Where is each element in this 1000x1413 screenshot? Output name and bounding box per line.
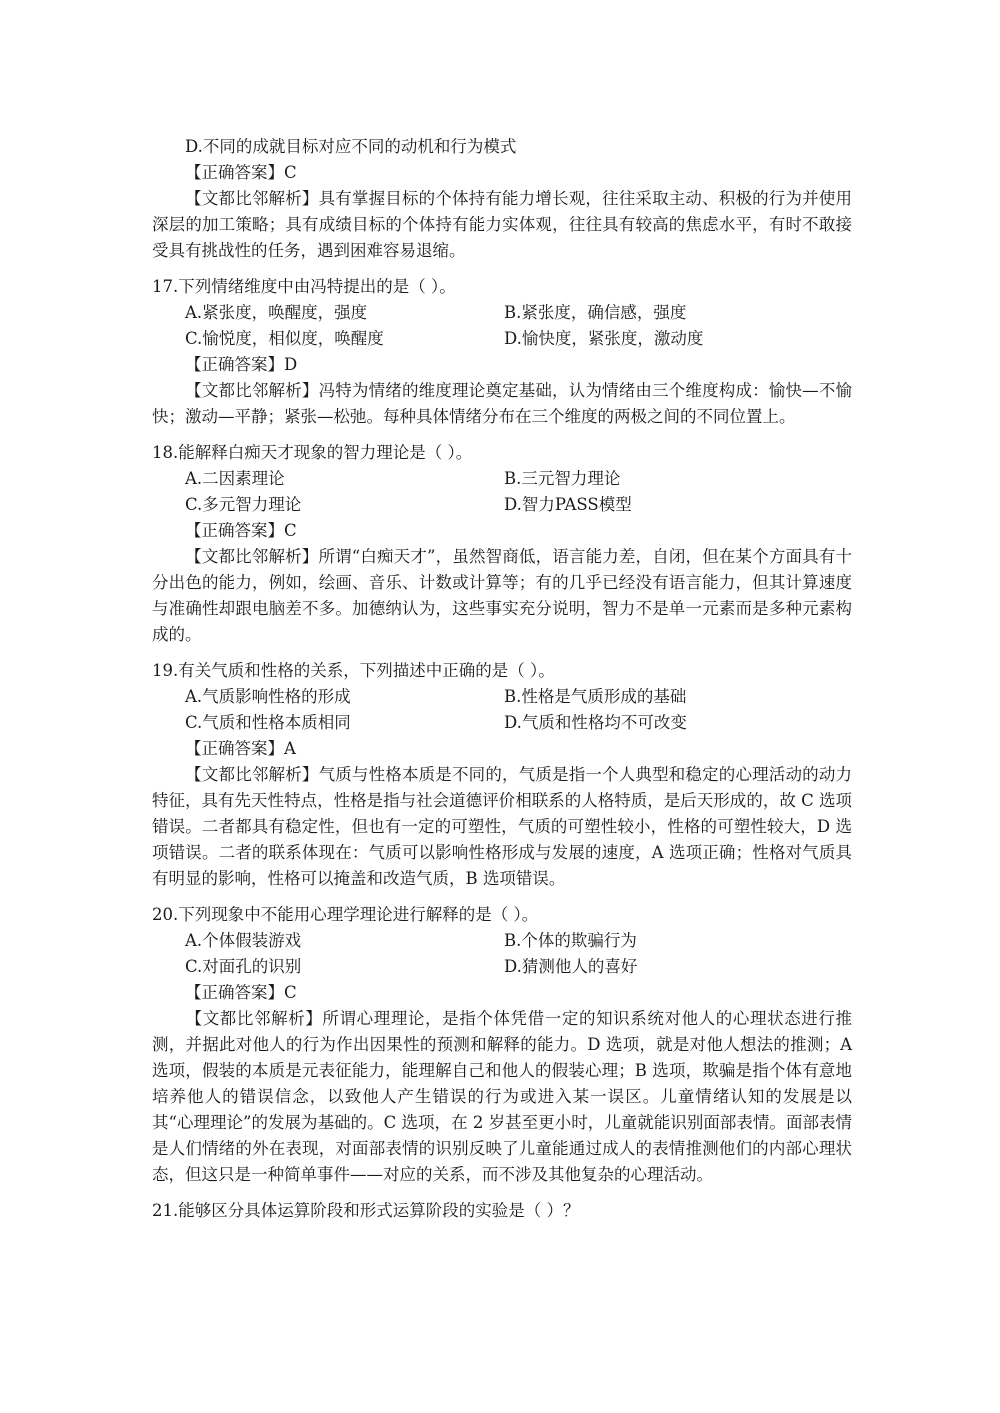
option-a: A.个体假装游戏: [185, 931, 302, 950]
question-19-options-row2: [152, 710, 852, 736]
option-d: D.猜测他人的喜好: [504, 957, 638, 976]
page-content: [152, 134, 852, 1224]
question-17-options-row1: [152, 300, 852, 326]
prev-option-d: D.不同的成就目标对应不同的动机和行为模式: [185, 137, 517, 156]
option-b: B.性格是气质形成的基础: [504, 687, 687, 706]
option-d: D.愉快度，紧张度，激动度: [504, 329, 704, 348]
question-18-stem: 18.能解释白痴天才现象的智力理论是（ ）。: [152, 443, 473, 462]
question-21-stem: 21.能够区分具体运算阶段和形式运算阶段的实验是（ ）？: [152, 1201, 580, 1220]
option-d: D.智力PASS模型: [504, 495, 632, 514]
option-a: A.二因素理论: [185, 469, 285, 488]
question-20-options-row2: [152, 954, 852, 980]
question-18-options-row2: [152, 492, 852, 518]
question-19-stem: 19.有关气质和性格的关系，下列描述中正确的是（ ）。: [152, 661, 555, 680]
question-19-analysis: 【文都比邻解析】气质与性格本质是不同的，气质是指一个人典型和稳定的心理活动的动力特征，具有先天性特点，性格是指与社会道德评价相联系的人格特质，是后天形成的，故 C 选项错误。二者都具有稳定性，但也有一定的可塑性，气质的可塑性较小，性格的可塑性较大，D 选项错误。二者的联系体现在：气质可以影响性格形成与发展的速度，A 选项正确；性格对气质具有明显的影响，性格可以掩盖和改造气质，B 选项错误。: [152, 765, 852, 888]
option-b: B.三元智力理论: [504, 469, 621, 488]
question-17-answer: 【正确答案】D: [185, 355, 298, 374]
option-a: A.气质影响性格的形成: [185, 687, 351, 706]
question-17-stem: 17.下列情绪维度中由冯特提出的是（ ）。: [152, 277, 456, 296]
prev-answer: 【正确答案】C: [185, 163, 297, 182]
option-c: C.愉悦度，相似度，唤醒度: [185, 329, 384, 348]
option-c: C.对面孔的识别: [185, 957, 302, 976]
question-19-answer: 【正确答案】A: [185, 739, 296, 758]
question-18-analysis: 【文都比邻解析】所谓“白痴天才”，虽然智商低，语言能力差，自闭，但在某个方面具有十分出色的能力，例如，绘画、音乐、计数或计算等；有的几乎已经没有语言能力，但其计算速度与准确性却跟电脑差不多。加德纳认为，这些事实充分说明，智力不是单一元素而是多种元素构成的。: [152, 547, 852, 644]
question-19-options-row1: [152, 684, 852, 710]
question-20-answer: 【正确答案】C: [185, 983, 297, 1002]
option-c: C.气质和性格本质相同: [185, 713, 351, 732]
question-17-options-row2: [152, 326, 852, 352]
question-20-stem: 20.下列现象中不能用心理学理论进行解释的是（ ）。: [152, 905, 539, 924]
prev-analysis: 【文都比邻解析】具有掌握目标的个体持有能力增长观，往往采取主动、积极的行为并使用深层的加工策略；具有成绩目标的个体持有能力实体观，往往具有较高的焦虑水平，有时不敢接受具有挑战性的任务，遇到困难容易退缩。: [152, 189, 852, 260]
question-18-answer: 【正确答案】C: [185, 521, 297, 540]
question-18-options-row1: [152, 466, 852, 492]
question-17-analysis: 【文都比邻解析】冯特为情绪的维度理论奠定基础，认为情绪由三个维度构成：愉快—不愉快；激动—平静；紧张—松弛。每种具体情绪分布在三个维度的两极之间的不同位置上。: [152, 381, 852, 426]
question-20-options-row1: [152, 928, 852, 954]
option-a: A.紧张度，唤醒度，强度: [185, 303, 368, 322]
question-20-analysis: 【文都比邻解析】所谓心理理论，是指个体凭借一定的知识系统对他人的心理状态进行推测，并据此对他人的行为作出因果性的预测和解释的能力。D 选项，就是对他人想法的推测；A 选项，假装的本质是元表征能力，能理解自己和他人的假装心理；B 选项，欺骗是指个体有意地培养他人的错误信念，以致他人产生错误的行为或进入某一误区。儿童情绪认知的发展是以其“心理理论”的发展为基础的。C 选项，在 2 岁甚至更小时，儿童就能识别面部表情。面部表情是人们情绪的外在表现，对面部表情的识别反映了儿童能通过成人的表情推测他们的内部心理状态，但这只是一种简单事件——对应的关系，而不涉及其他复杂的心理活动。: [152, 1009, 852, 1184]
option-b: B.个体的欺骗行为: [504, 931, 637, 950]
option-d: D.气质和性格均不可改变: [504, 713, 687, 732]
option-b: B.紧张度，确信感，强度: [504, 303, 687, 322]
option-c: C.多元智力理论: [185, 495, 302, 514]
